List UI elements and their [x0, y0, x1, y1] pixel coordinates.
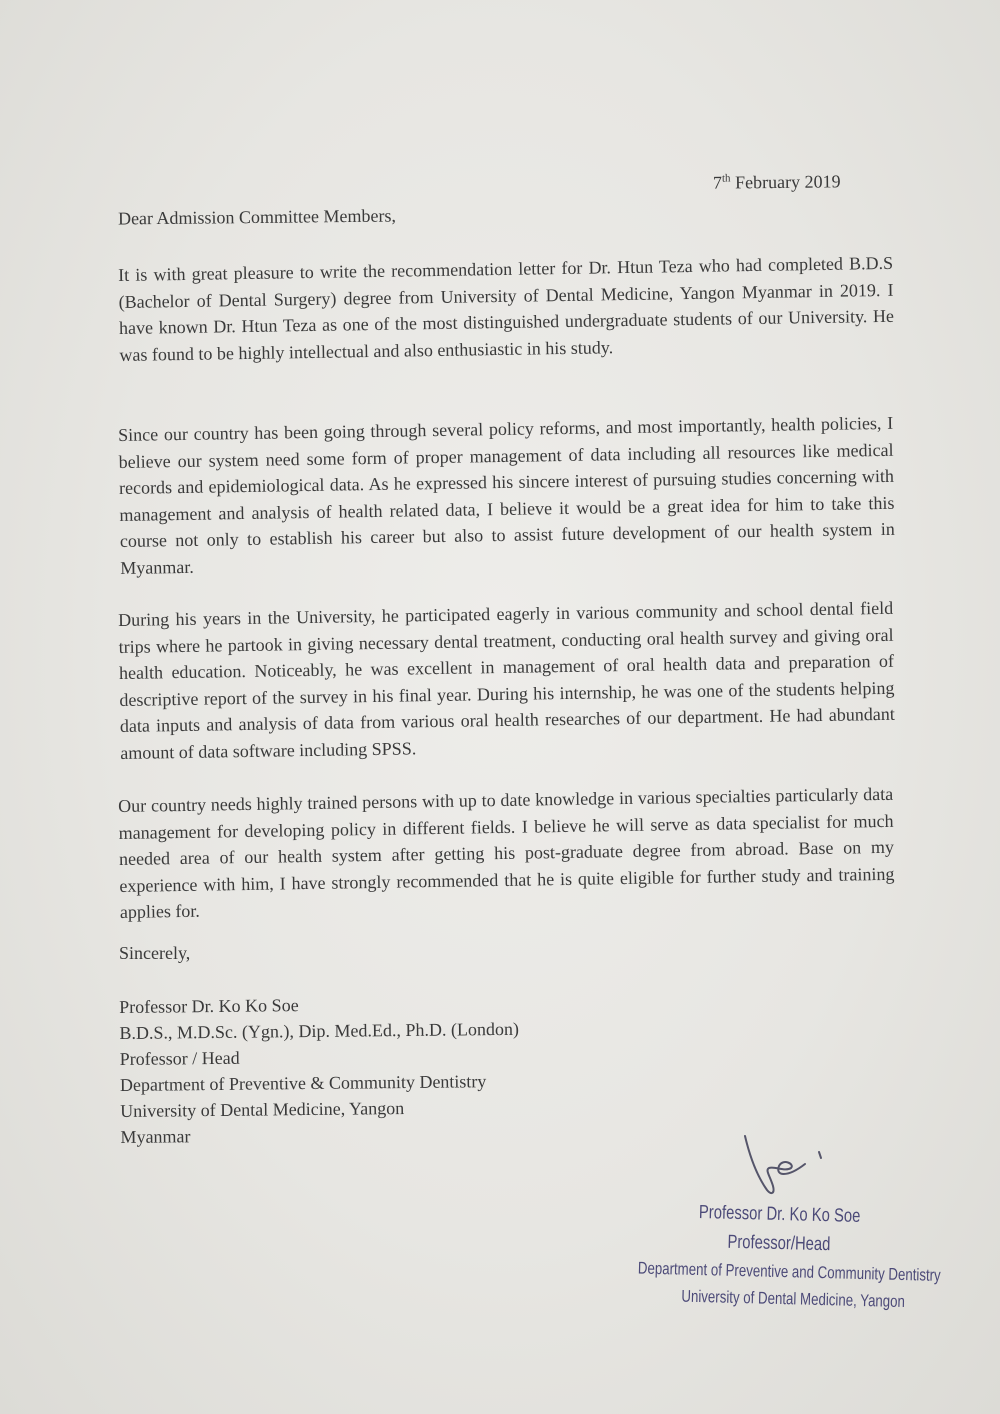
date-month-year: February 2019 — [730, 171, 841, 193]
stamp-university: University of Dental Medicine, Yangon — [681, 1286, 906, 1312]
salutation: Dear Admission Committee Members, — [117, 205, 397, 229]
signatory-block — [119, 990, 520, 1150]
letter-date — [713, 171, 841, 193]
stamp-name: Professor Dr. Ko Ko Soe — [698, 1202, 861, 1227]
official-stamp — [597, 1196, 960, 1317]
signatory-title: Professor / Head — [119, 1047, 240, 1069]
signatory-degrees: B.D.S., M.D.Sc. (Ygn.), Dip. Med.Ed., Ph.D. (London) — [119, 1018, 519, 1043]
date-day: 7 — [712, 172, 723, 193]
paragraph-3: During his years in the University, he participated eagerly in various community and school dental field trips where he partook in giving necessary dental treatment, conducting oral health survey and giving oral health education. Noticeably, he was excellent in management of oral health data and preparation of descriptive report of the survey in his final year. During his internship, he was one of the students helping data inputs and analysis of data from various oral health researches of our department. He had abundant amount of data software including SPSS. — [118, 597, 895, 763]
stamp-department: Department of Preventive and Community Dentistry — [637, 1258, 941, 1285]
stamp-title: Professor/Head — [727, 1231, 831, 1256]
handwritten-signature — [735, 1128, 835, 1203]
paragraph-1: It is with great pleasure to write the recommendation letter for Dr. Htun Teza who had completed B.D.S (Bachelor of Dental Surgery) degree from University of Dental Medicine, Yangon Myanmar in 2019. I have known Dr. Htun Teza as one of the most distinguished undergraduate students of our University. He was found to be highly intellectual and also enthusiastic in his study. — [118, 252, 895, 365]
paragraph-2: Since our country has been going through several policy reforms, and most importantly, health policies, I believe our system need some form of proper management of data including all resources like medical records and epidemiological data. As he expressed his sincere interest of pursuing studies concerning with management and analysis of health related data, I believe it would be a great idea for him to take this course not only to establish his career but also to assist future development of our health system in Myanmar. — [118, 412, 895, 578]
signatory-department: Department of Preventive & Community Dentistry — [119, 1071, 487, 1095]
date-suffix: th — [721, 172, 731, 185]
signatory-name: Professor Dr. Ko Ko Soe — [119, 995, 299, 1017]
closing: Sincerely, — [119, 943, 191, 963]
signatory-country: Myanmar — [120, 1126, 191, 1147]
paragraph-4: Our country needs highly trained persons with up to date knowledge in various specialties particularly data management for developing policy in different fields. I believe he will serve as data specialist for much needed area of our health system after getting his post-graduate degree from abroad. Base on my experience with him, I have strongly recommended that he is quite eligible for further study and training applies for. — [118, 783, 895, 922]
signatory-university: University of Dental Medicine, Yangon — [120, 1098, 405, 1121]
